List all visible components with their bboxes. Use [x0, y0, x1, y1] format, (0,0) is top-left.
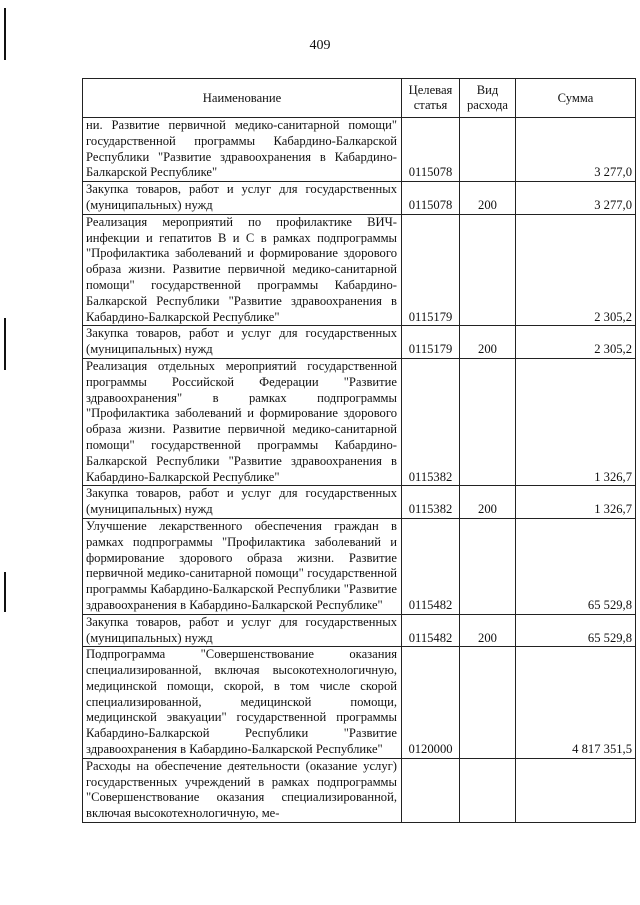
row-sum: 65 529,8: [516, 518, 636, 614]
row-type: 200: [460, 326, 516, 359]
row-type: [460, 647, 516, 759]
row-sum: 3 277,0: [516, 118, 636, 182]
row-target: 0115482: [402, 518, 460, 614]
header-sum: Сумма: [516, 79, 636, 118]
row-name: Реализация мероприятий по профилактике ВИЧ-инфекции и гепатитов B и C в рамках подпрограммы "Профилактика заболеваний и формирование здорового образа жизни. Развитие первичной медико-санитарной помощи" государственной программы Кабардино-Балкарской Республики "Развитие здравоохранения в Кабардино-Балкарской Республике": [83, 214, 402, 326]
row-name: Закупка товаров, работ и услуг для государственных (муниципальных) нужд: [83, 614, 402, 647]
header-name: Наименование: [83, 79, 402, 118]
page-number: 409: [309, 38, 331, 53]
row-name: Улучшение лекарственного обеспечения граждан в рамках подпрограммы "Профилактика заболеваний и формирование здорового образа жизни. Развитие первичной медико-санитарной помощи" государственной программы Кабардино-Балкарской Республики "Развитие здравоохранения в Кабардино-Балкарской Республике": [83, 518, 402, 614]
row-target: 0115482: [402, 614, 460, 647]
row-sum: 2 305,2: [516, 326, 636, 359]
table-row: [83, 614, 636, 647]
row-type: [460, 118, 516, 182]
table-row: [83, 758, 636, 822]
row-name: Закупка товаров, работ и услуг для государственных (муниципальных) нужд: [83, 486, 402, 519]
row-sum: 3 277,0: [516, 182, 636, 215]
table-row: [83, 358, 636, 485]
row-sum: 4 817 351,5: [516, 647, 636, 759]
row-target: [402, 758, 460, 822]
row-type: 200: [460, 486, 516, 519]
scan-edge-mark-bottom: [4, 572, 6, 612]
row-type: [460, 214, 516, 326]
row-type: 200: [460, 614, 516, 647]
row-type: [460, 758, 516, 822]
table-row: [83, 486, 636, 519]
row-target: 0115179: [402, 326, 460, 359]
row-name: Расходы на обеспечение деятельности (оказание услуг) государственных учреждений в рамках подпрограммы "Совершенствование оказания специализированной, включая высокотехнологичную, ме-: [83, 758, 402, 822]
row-target: 0115078: [402, 182, 460, 215]
header-type: Вид расхода: [460, 79, 516, 118]
header-target: Целевая статья: [402, 79, 460, 118]
row-target: 0120000: [402, 647, 460, 759]
row-sum: [516, 758, 636, 822]
table-header-row: [83, 79, 636, 118]
table-row: [83, 118, 636, 182]
row-type: 200: [460, 182, 516, 215]
table-row: [83, 647, 636, 759]
row-type: [460, 518, 516, 614]
table-row: [83, 214, 636, 326]
row-name: Подпрограмма "Совершенствование оказания специализированной, включая высокотехнологичную, медицинской помощи, скорой, в том числе скорой специализированной, медицинской помощи, медицинской эвакуации" государственной программы Кабардино-Балкарской Республики "Развитие здравоохранения в Кабардино-Балкарской Республике": [83, 647, 402, 759]
row-name: Закупка товаров, работ и услуг для государственных (муниципальных) нужд: [83, 182, 402, 215]
row-sum: 65 529,8: [516, 614, 636, 647]
row-target: 0115382: [402, 486, 460, 519]
row-name: Реализация отдельных мероприятий государственной программы Российской Федерации "Развитие здравоохранения" в рамках подпрограммы "Профилактика заболеваний и формирование здорового образа жизни. Развитие первичной медико-санитарной помощи" государственной программы Кабардино-Балкарской Республики "Развитие здравоохранения в Кабардино-Балкарской Республике": [83, 358, 402, 485]
row-name: Закупка товаров, работ и услуг для государственных (муниципальных) нужд: [83, 326, 402, 359]
row-name: ни. Развитие первичной медико-санитарной помощи" государственной программы Кабардино-Балкарской Республики "Развитие здравоохранения в Кабардино-Балкарской Республике": [83, 118, 402, 182]
row-sum: 2 305,2: [516, 214, 636, 326]
budget-table: [82, 78, 636, 823]
table-row: [83, 326, 636, 359]
row-target: 0115382: [402, 358, 460, 485]
row-sum: 1 326,7: [516, 358, 636, 485]
row-target: 0115078: [402, 118, 460, 182]
row-target: 0115179: [402, 214, 460, 326]
row-type: [460, 358, 516, 485]
row-sum: 1 326,7: [516, 486, 636, 519]
table-row: [83, 518, 636, 614]
table-row: [83, 182, 636, 215]
scan-edge-mark-middle: [4, 318, 6, 370]
